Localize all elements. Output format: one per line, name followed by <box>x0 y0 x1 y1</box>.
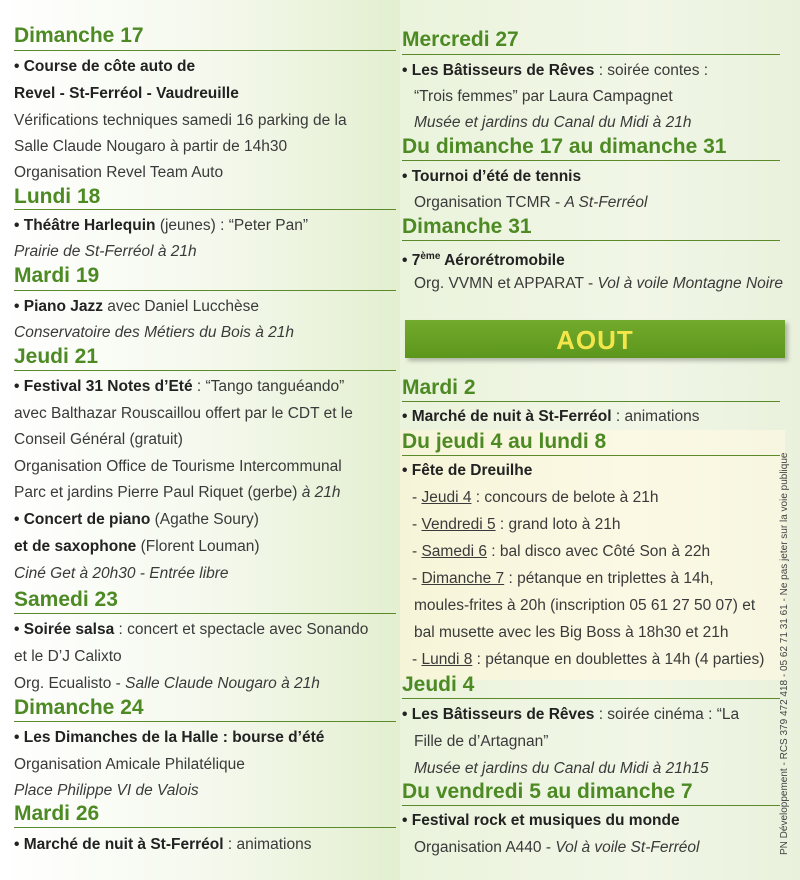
event-title: • Les Dimanches de la Halle : bourse d’été <box>14 729 325 746</box>
divider <box>402 805 780 806</box>
divider <box>402 455 780 456</box>
event-detail: : soirée cinéma : “La <box>594 706 740 723</box>
event-venue: Place Philippe VI de Valois <box>14 782 199 799</box>
sub-event <box>412 568 714 590</box>
event-venue: Musée et jardins du Canal du Midi à 21h <box>414 114 692 131</box>
event-venue: Salle Claude Nougaro à 21h <box>125 675 320 692</box>
day-heading: Dimanche 17 <box>14 24 144 47</box>
divider <box>14 290 396 291</box>
event-venue: Musée et jardins du Canal du Midi à 21h15 <box>414 760 709 777</box>
event-organizer: Org. Ecualisto - <box>14 675 126 692</box>
sub-event-day: Samedi 6 <box>421 543 487 560</box>
event-title: • Piano Jazz <box>14 298 103 315</box>
event-title <box>402 246 565 272</box>
event-detail: Conseil Général (gratuit) <box>14 431 183 448</box>
event-venue: Prairie de St-Ferréol à 21h <box>14 243 197 260</box>
event-detail: (Florent Louman) <box>136 538 260 555</box>
event-title-part: • 7 <box>402 252 421 270</box>
divider <box>402 160 780 161</box>
event-title: • Marché de nuit à St-Ferréol <box>14 836 224 853</box>
day-heading: Mercredi 27 <box>402 28 519 51</box>
event-title: • Festival rock et musiques du monde <box>402 812 680 829</box>
event-detail: : animations <box>611 408 700 425</box>
day-heading: Dimanche 24 <box>14 696 144 719</box>
month-banner <box>405 320 785 358</box>
event-title: • Concert de piano <box>14 511 151 528</box>
divider <box>14 827 396 828</box>
event-line <box>402 60 708 82</box>
sub-event <box>412 487 658 509</box>
divider <box>14 721 396 722</box>
event-title: Revel - St-Ferréol - Vaudreuille <box>14 85 239 102</box>
day-heading: Mardi 26 <box>14 802 100 825</box>
sub-event-detail: : concours de belote à 21h <box>471 489 659 506</box>
event-title: • Marché de nuit à St-Ferréol <box>402 408 612 425</box>
event-detail: Salle Claude Nougaro à partir de 14h30 <box>14 138 288 155</box>
dash: - <box>412 570 422 587</box>
event-venue: Parc et jardins Pierre Paul Riquet (gerbe) <box>14 484 302 501</box>
sub-event-detail: : grand loto à 21h <box>495 516 621 533</box>
event-title-part: Aérorétromobile <box>440 252 565 270</box>
event-title: • Les Bâtisseurs de Rêves <box>402 706 595 723</box>
day-heading: Dimanche 31 <box>402 215 532 238</box>
event-detail: (jeunes) : “Peter Pan” <box>155 217 308 234</box>
event-line <box>414 192 647 214</box>
divider <box>14 613 396 614</box>
sub-event-detail: : pétanque en doublettes à 14h (4 parties) <box>472 651 765 668</box>
dash: - <box>412 543 422 560</box>
month-banner-label: AOUT <box>556 325 634 355</box>
event-line <box>14 834 311 856</box>
event-line <box>14 509 259 531</box>
event-title: • Course de côte auto de <box>14 58 196 75</box>
dash: - <box>412 516 422 533</box>
event-detail: (Agathe Soury) <box>150 511 259 528</box>
divider <box>402 698 780 699</box>
day-heading: Jeudi 4 <box>402 673 475 696</box>
event-detail: : concert et spectacle avec Sonando <box>114 621 369 638</box>
publisher-credit: PN Développement - RCS 379 472 418 - 05 62 71 31 61 - Ne pas jeter sur la voie publique <box>779 452 790 855</box>
day-heading: Du jeudi 4 au lundi 8 <box>402 430 607 453</box>
dash: - <box>412 489 422 506</box>
event-line <box>14 215 308 237</box>
event-title: • Soirée salsa <box>14 621 115 638</box>
dash: - <box>412 651 422 668</box>
event-line <box>14 482 341 504</box>
event-detail: “Trois femmes” par Laura Campagnet <box>414 88 673 105</box>
event-detail: Vérifications techniques samedi 16 parking de la <box>14 112 347 129</box>
event-detail: : animations <box>223 836 312 853</box>
event-time: à 21h <box>301 484 341 501</box>
event-line <box>414 837 699 859</box>
event-detail: Fille de d’Artagnan” <box>414 733 549 750</box>
event-title: • Fête de Dreuilhe <box>402 462 533 479</box>
event-detail: Organisation Amicale Philatélique <box>14 756 245 773</box>
day-heading: Du vendredi 5 au dimanche 7 <box>402 780 693 803</box>
sub-event-day: Vendredi 5 <box>421 516 496 533</box>
event-detail: avec Balthazar Rouscaillou offert par le CDT et le <box>14 405 353 422</box>
divider <box>402 54 780 55</box>
sub-event <box>412 514 621 536</box>
event-detail: Organisation Office de Tourisme Intercommunal <box>14 458 342 475</box>
day-heading: Jeudi 21 <box>14 345 99 368</box>
day-heading: Lundi 18 <box>14 185 101 208</box>
event-venue: Vol à voile Montagne Noire <box>597 275 783 292</box>
event-line <box>402 406 699 428</box>
event-organizer: Organisation A440 - <box>414 839 556 856</box>
event-detail: avec Daniel Lucchèse <box>102 298 259 315</box>
event-line <box>14 673 320 695</box>
event-line <box>402 704 739 726</box>
event-venue: A St-Ferréol <box>564 194 648 211</box>
sub-event-detail: : bal disco avec Côté Son à 22h <box>486 543 711 560</box>
event-title: • Tournoi d’été de tennis <box>402 168 582 185</box>
event-venue: Ciné Get à 20h30 - Entrée libre <box>14 565 229 582</box>
event-line <box>14 296 259 318</box>
event-title: • Festival 31 Notes d’Eté <box>14 378 193 395</box>
sub-event-detail: moules-frites à 20h (inscription 05 61 27 50 07) et <box>414 597 756 614</box>
sub-event-detail: bal musette avec les Big Boss à 18h30 et 21h <box>414 624 729 641</box>
divider <box>14 50 396 51</box>
event-venue: Conservatoire des Métiers du Bois à 21h <box>14 324 295 341</box>
divider <box>402 401 780 402</box>
sub-event-day: Dimanche 7 <box>421 570 505 587</box>
event-organizer: Org. VVMN et APPARAT - <box>414 275 598 292</box>
event-title: • Les Bâtisseurs de Rêves <box>402 62 595 79</box>
event-detail: : “Tango tanguéando” <box>192 378 345 395</box>
divider <box>14 370 396 371</box>
divider <box>14 209 396 210</box>
day-heading: Mardi 2 <box>402 376 476 399</box>
event-title: • Théâtre Harlequin <box>14 217 156 234</box>
event-line <box>14 619 368 641</box>
divider <box>402 240 780 241</box>
day-heading: Du dimanche 17 au dimanche 31 <box>402 135 727 158</box>
event-detail: et le D’J Calixto <box>14 648 122 665</box>
sub-event-detail: : pétanque en triplettes à 14h, <box>504 570 714 587</box>
sub-event <box>412 649 764 671</box>
event-organizer: Organisation TCMR - <box>414 194 565 211</box>
sub-event-day: Lundi 8 <box>421 651 473 668</box>
event-line <box>414 273 783 295</box>
sub-event-day: Jeudi 4 <box>421 489 472 506</box>
event-line <box>14 376 344 398</box>
day-heading: Samedi 23 <box>14 588 118 611</box>
event-detail: : soirée contes : <box>594 62 709 79</box>
ordinal-suffix: ème <box>420 251 441 262</box>
event-venue: Vol à voile St-Ferréol <box>555 839 700 856</box>
event-title: et de saxophone <box>14 538 137 555</box>
sub-event <box>412 541 710 563</box>
event-detail: Organisation Revel Team Auto <box>14 164 224 181</box>
event-line <box>14 536 260 558</box>
day-heading: Mardi 19 <box>14 264 100 287</box>
